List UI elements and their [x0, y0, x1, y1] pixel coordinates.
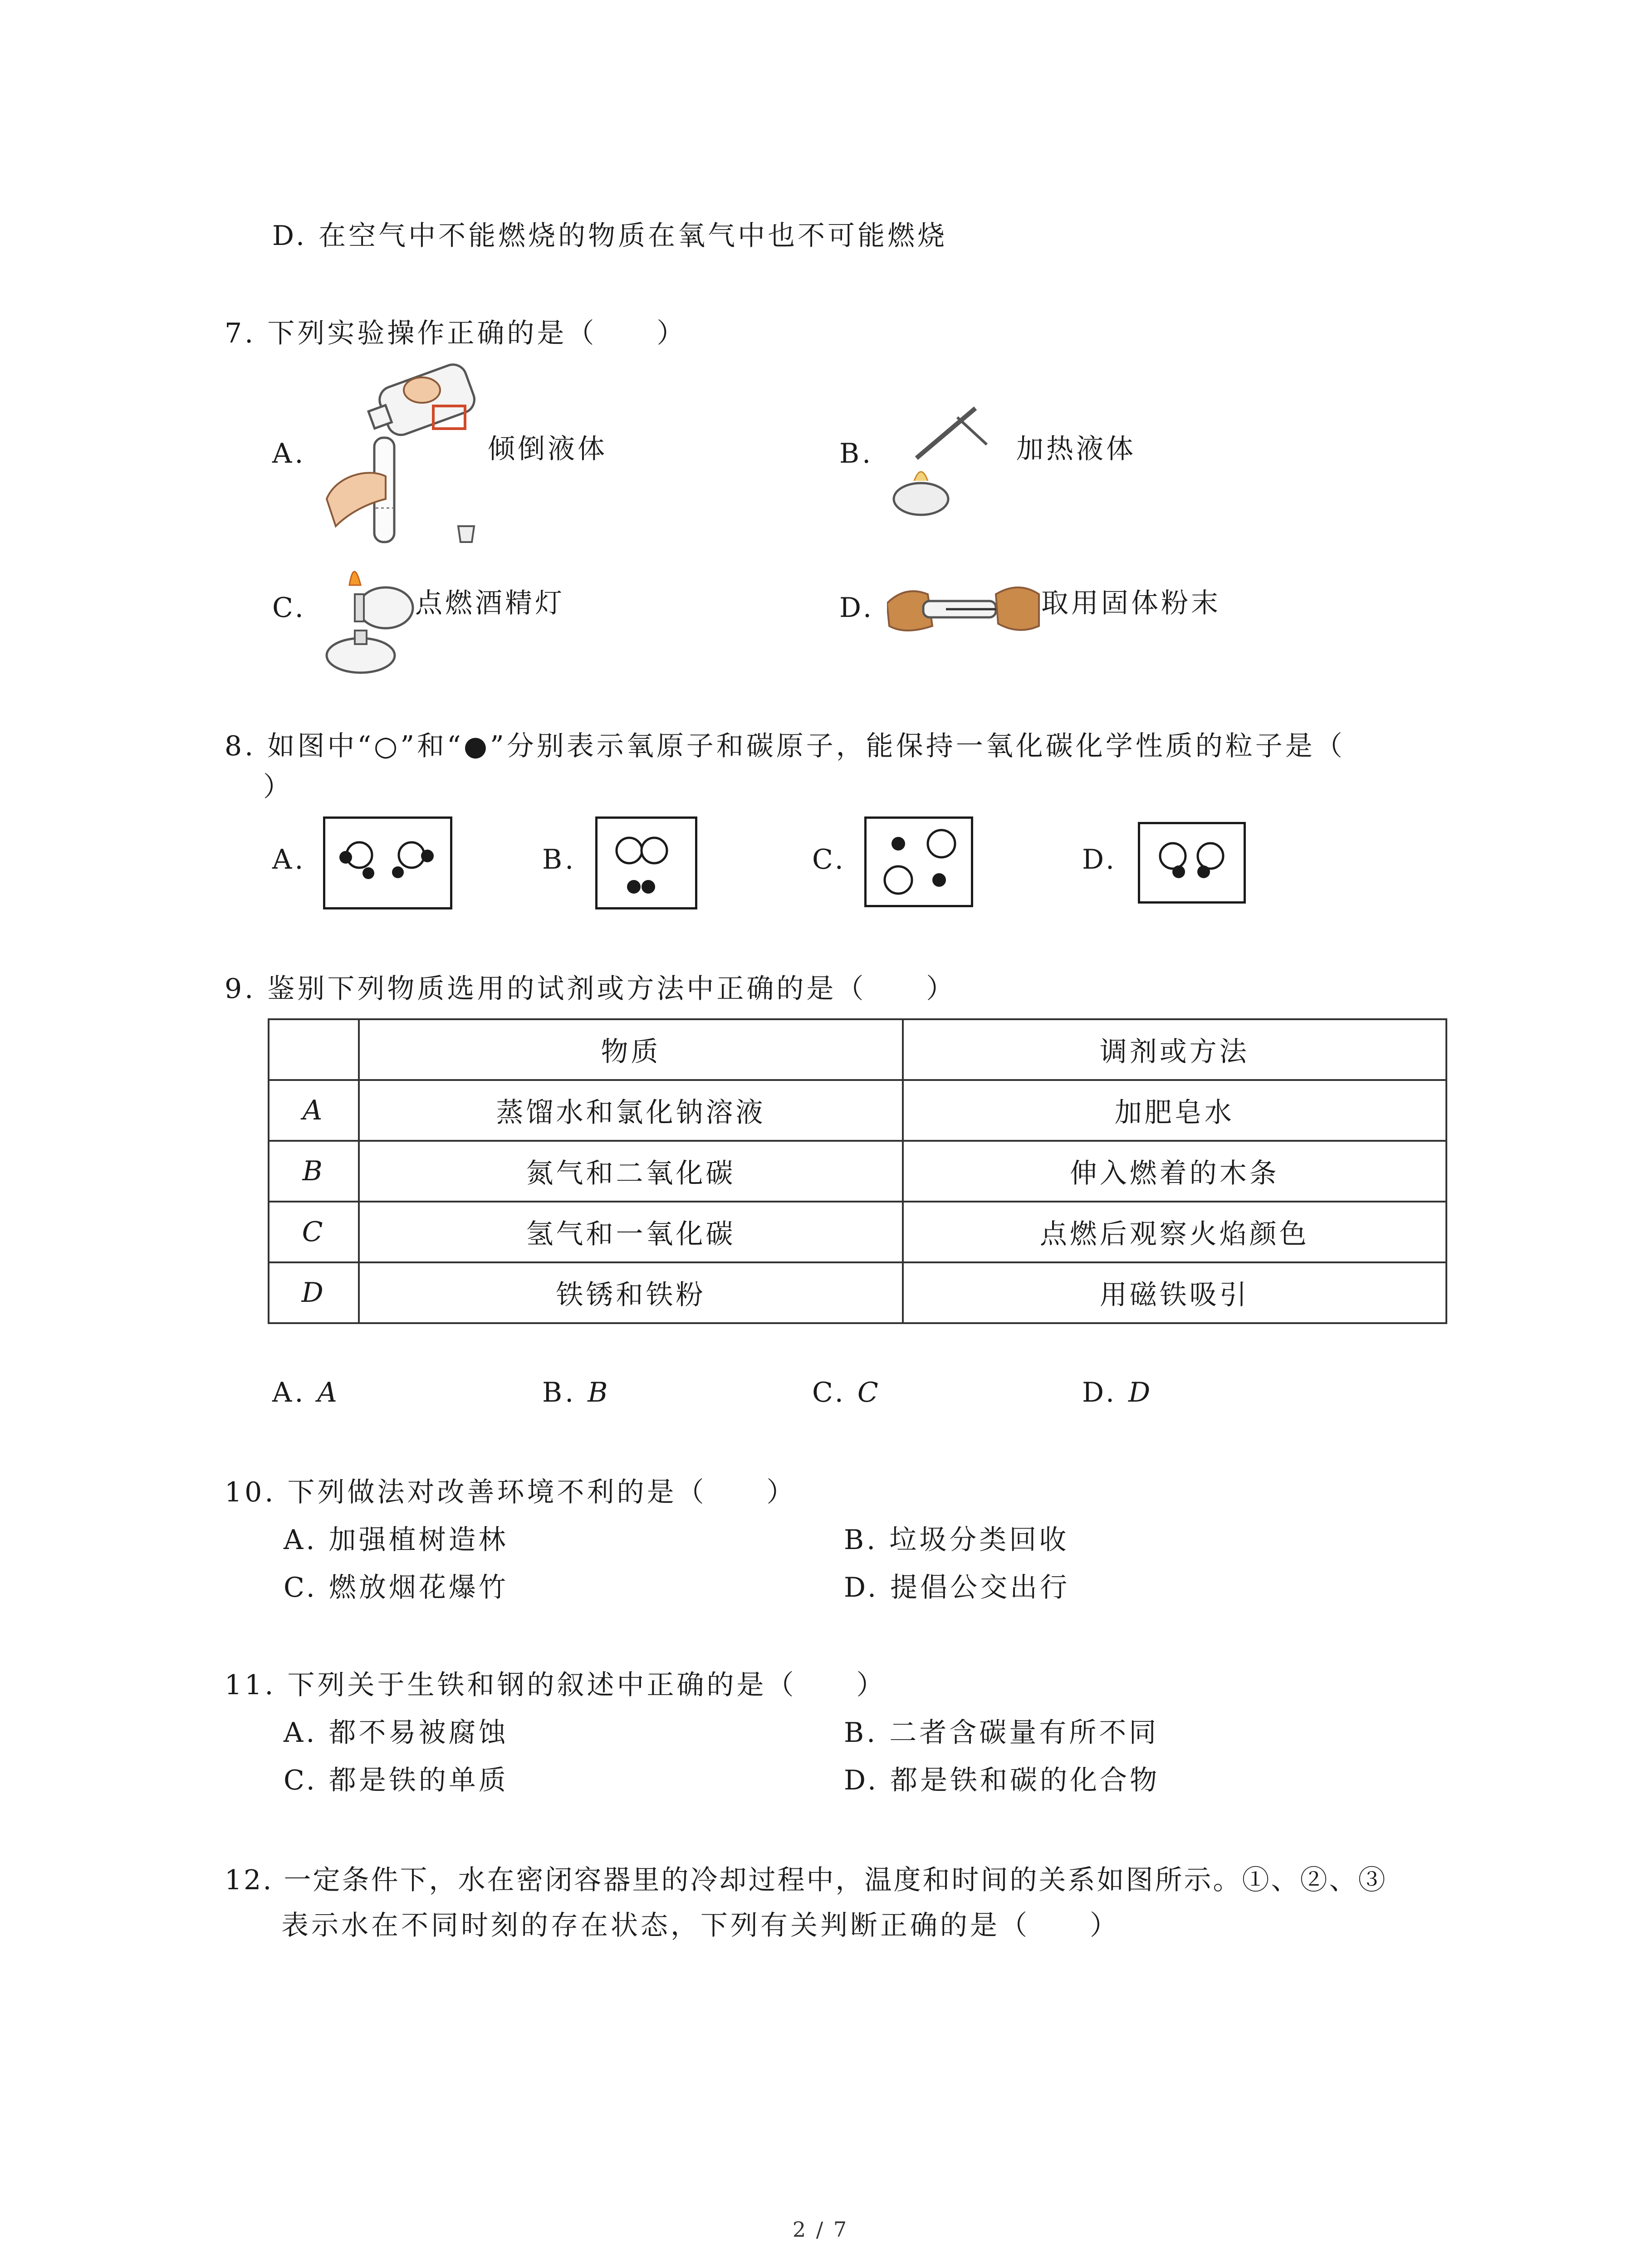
q7-option-b-letter: B.	[839, 438, 874, 469]
q8-option-a-molecule-box	[323, 816, 452, 909]
q8-option-c-molecule-box	[864, 816, 973, 907]
heating-liquid-figure	[889, 399, 1025, 522]
table-cell: C	[269, 1202, 359, 1262]
taking-solid-powder-figure	[887, 576, 1041, 644]
page-number: 2 / 7	[792, 2217, 849, 2242]
q8-option-b-molecule-box	[595, 816, 697, 909]
q8-option-a-particles	[325, 819, 450, 907]
q7-option-a-letter: A.	[272, 438, 306, 469]
table-header-cell: 调剂或方法	[903, 1019, 1446, 1080]
q7-stem: 7. 下列实验操作正确的是（ ）	[225, 318, 687, 349]
q6-option-d: D. 在空气中不能燃烧的物质在氧气中也不可能燃烧	[272, 220, 948, 252]
q9-option-c	[812, 1374, 881, 1411]
q8-stem-line1: 8. 如图中“○”和“●”分别表示氧原子和碳原子，能保持一氧化碳化学性质的粒子是（	[225, 730, 1345, 762]
q10-option-a: A. 加强植树造林	[284, 1524, 509, 1556]
table-header-cell: 物质	[359, 1019, 902, 1080]
table-header-cell	[269, 1019, 359, 1080]
table-cell: 氮气和二氧化碳	[359, 1141, 902, 1202]
q10-stem: 10. 下列做法对改善环境不利的是（ ）	[225, 1476, 797, 1508]
q12-stem-line2: 表示水在不同时刻的存在状态，下列有关判断正确的是（ ）	[281, 1910, 1120, 1941]
table-row	[269, 1202, 1446, 1262]
q10-option-d: D. 提倡公交出行	[844, 1572, 1070, 1603]
q8-option-b-letter: B.	[542, 844, 577, 875]
q9-stem: 9. 鉴别下列物质选用的试剂或方法中正确的是（ ）	[225, 973, 956, 1005]
q8-option-c-letter: C.	[812, 844, 846, 875]
q11-stem: 11. 下列关于生铁和钢的叙述中正确的是（ ）	[225, 1669, 887, 1701]
q7-option-c-caption: 点燃酒精灯	[415, 587, 565, 619]
q11-option-a: A. 都不易被腐蚀	[284, 1717, 509, 1749]
q8-option-c-particles	[867, 819, 971, 905]
q8-stem-line2: ）	[263, 771, 293, 803]
q9-option-b	[542, 1374, 610, 1411]
q12-stem-line1: 12. 一定条件下，水在密闭容器里的冷却过程中，温度和时间的关系如图所示。①、②、③	[225, 1864, 1387, 1896]
q8-option-d-molecule-box	[1138, 822, 1246, 904]
q7-option-c-letter: C.	[272, 592, 306, 624]
q7-option-d-caption: 取用固体粉末	[1041, 587, 1221, 619]
option-value: C	[857, 1377, 881, 1408]
option-value: D	[1128, 1377, 1153, 1408]
table-row	[269, 1080, 1446, 1141]
q10-option-c: C. 燃放烟花爆竹	[284, 1572, 509, 1603]
q8-option-a-letter: A.	[272, 844, 306, 875]
table-cell: 蒸馏水和氯化钠溶液	[359, 1080, 902, 1141]
table-cell: D	[269, 1262, 359, 1323]
q7-option-b-caption: 加热液体	[1016, 433, 1136, 465]
q8-option-d-particles	[1140, 824, 1244, 901]
q9-option-d	[1082, 1374, 1153, 1411]
q9-option-a	[272, 1374, 340, 1411]
q8-option-d-letter: D.	[1082, 844, 1117, 875]
option-letter: A.	[272, 1377, 306, 1408]
table-row	[269, 1141, 1446, 1202]
table-cell: 铁锈和铁粉	[359, 1262, 902, 1323]
table-cell: 加肥皂水	[903, 1080, 1446, 1141]
lighting-alcohol-lamp-figure	[318, 558, 422, 676]
table-cell: 伸入燃着的木条	[903, 1141, 1446, 1202]
option-value: A	[317, 1377, 340, 1408]
option-letter: D.	[1082, 1377, 1117, 1408]
q8-option-b-particles	[598, 819, 695, 907]
option-letter: C.	[812, 1377, 846, 1408]
option-letter: B.	[542, 1377, 577, 1408]
table-header-row	[269, 1019, 1446, 1080]
table-cell: 点燃后观察火焰颜色	[903, 1202, 1446, 1262]
pouring-liquid-figure	[318, 363, 499, 558]
table-row	[269, 1262, 1446, 1323]
table-cell: 氢气和一氧化碳	[359, 1202, 902, 1262]
q10-option-b: B. 垃圾分类回收	[844, 1524, 1069, 1556]
q7-option-a-caption: 倾倒液体	[488, 433, 607, 465]
option-value: B	[588, 1377, 611, 1408]
q11-option-b: B. 二者含碳量有所不同	[844, 1717, 1159, 1749]
table-cell: 用磁铁吸引	[903, 1262, 1446, 1323]
q7-option-d-letter: D.	[839, 592, 875, 624]
table-cell: A	[269, 1080, 359, 1141]
q11-option-d: D. 都是铁和碳的化合物	[844, 1765, 1160, 1796]
q9-table	[268, 1018, 1447, 1324]
q11-option-c: C. 都是铁的单质	[284, 1765, 509, 1796]
table-cell: B	[269, 1141, 359, 1202]
